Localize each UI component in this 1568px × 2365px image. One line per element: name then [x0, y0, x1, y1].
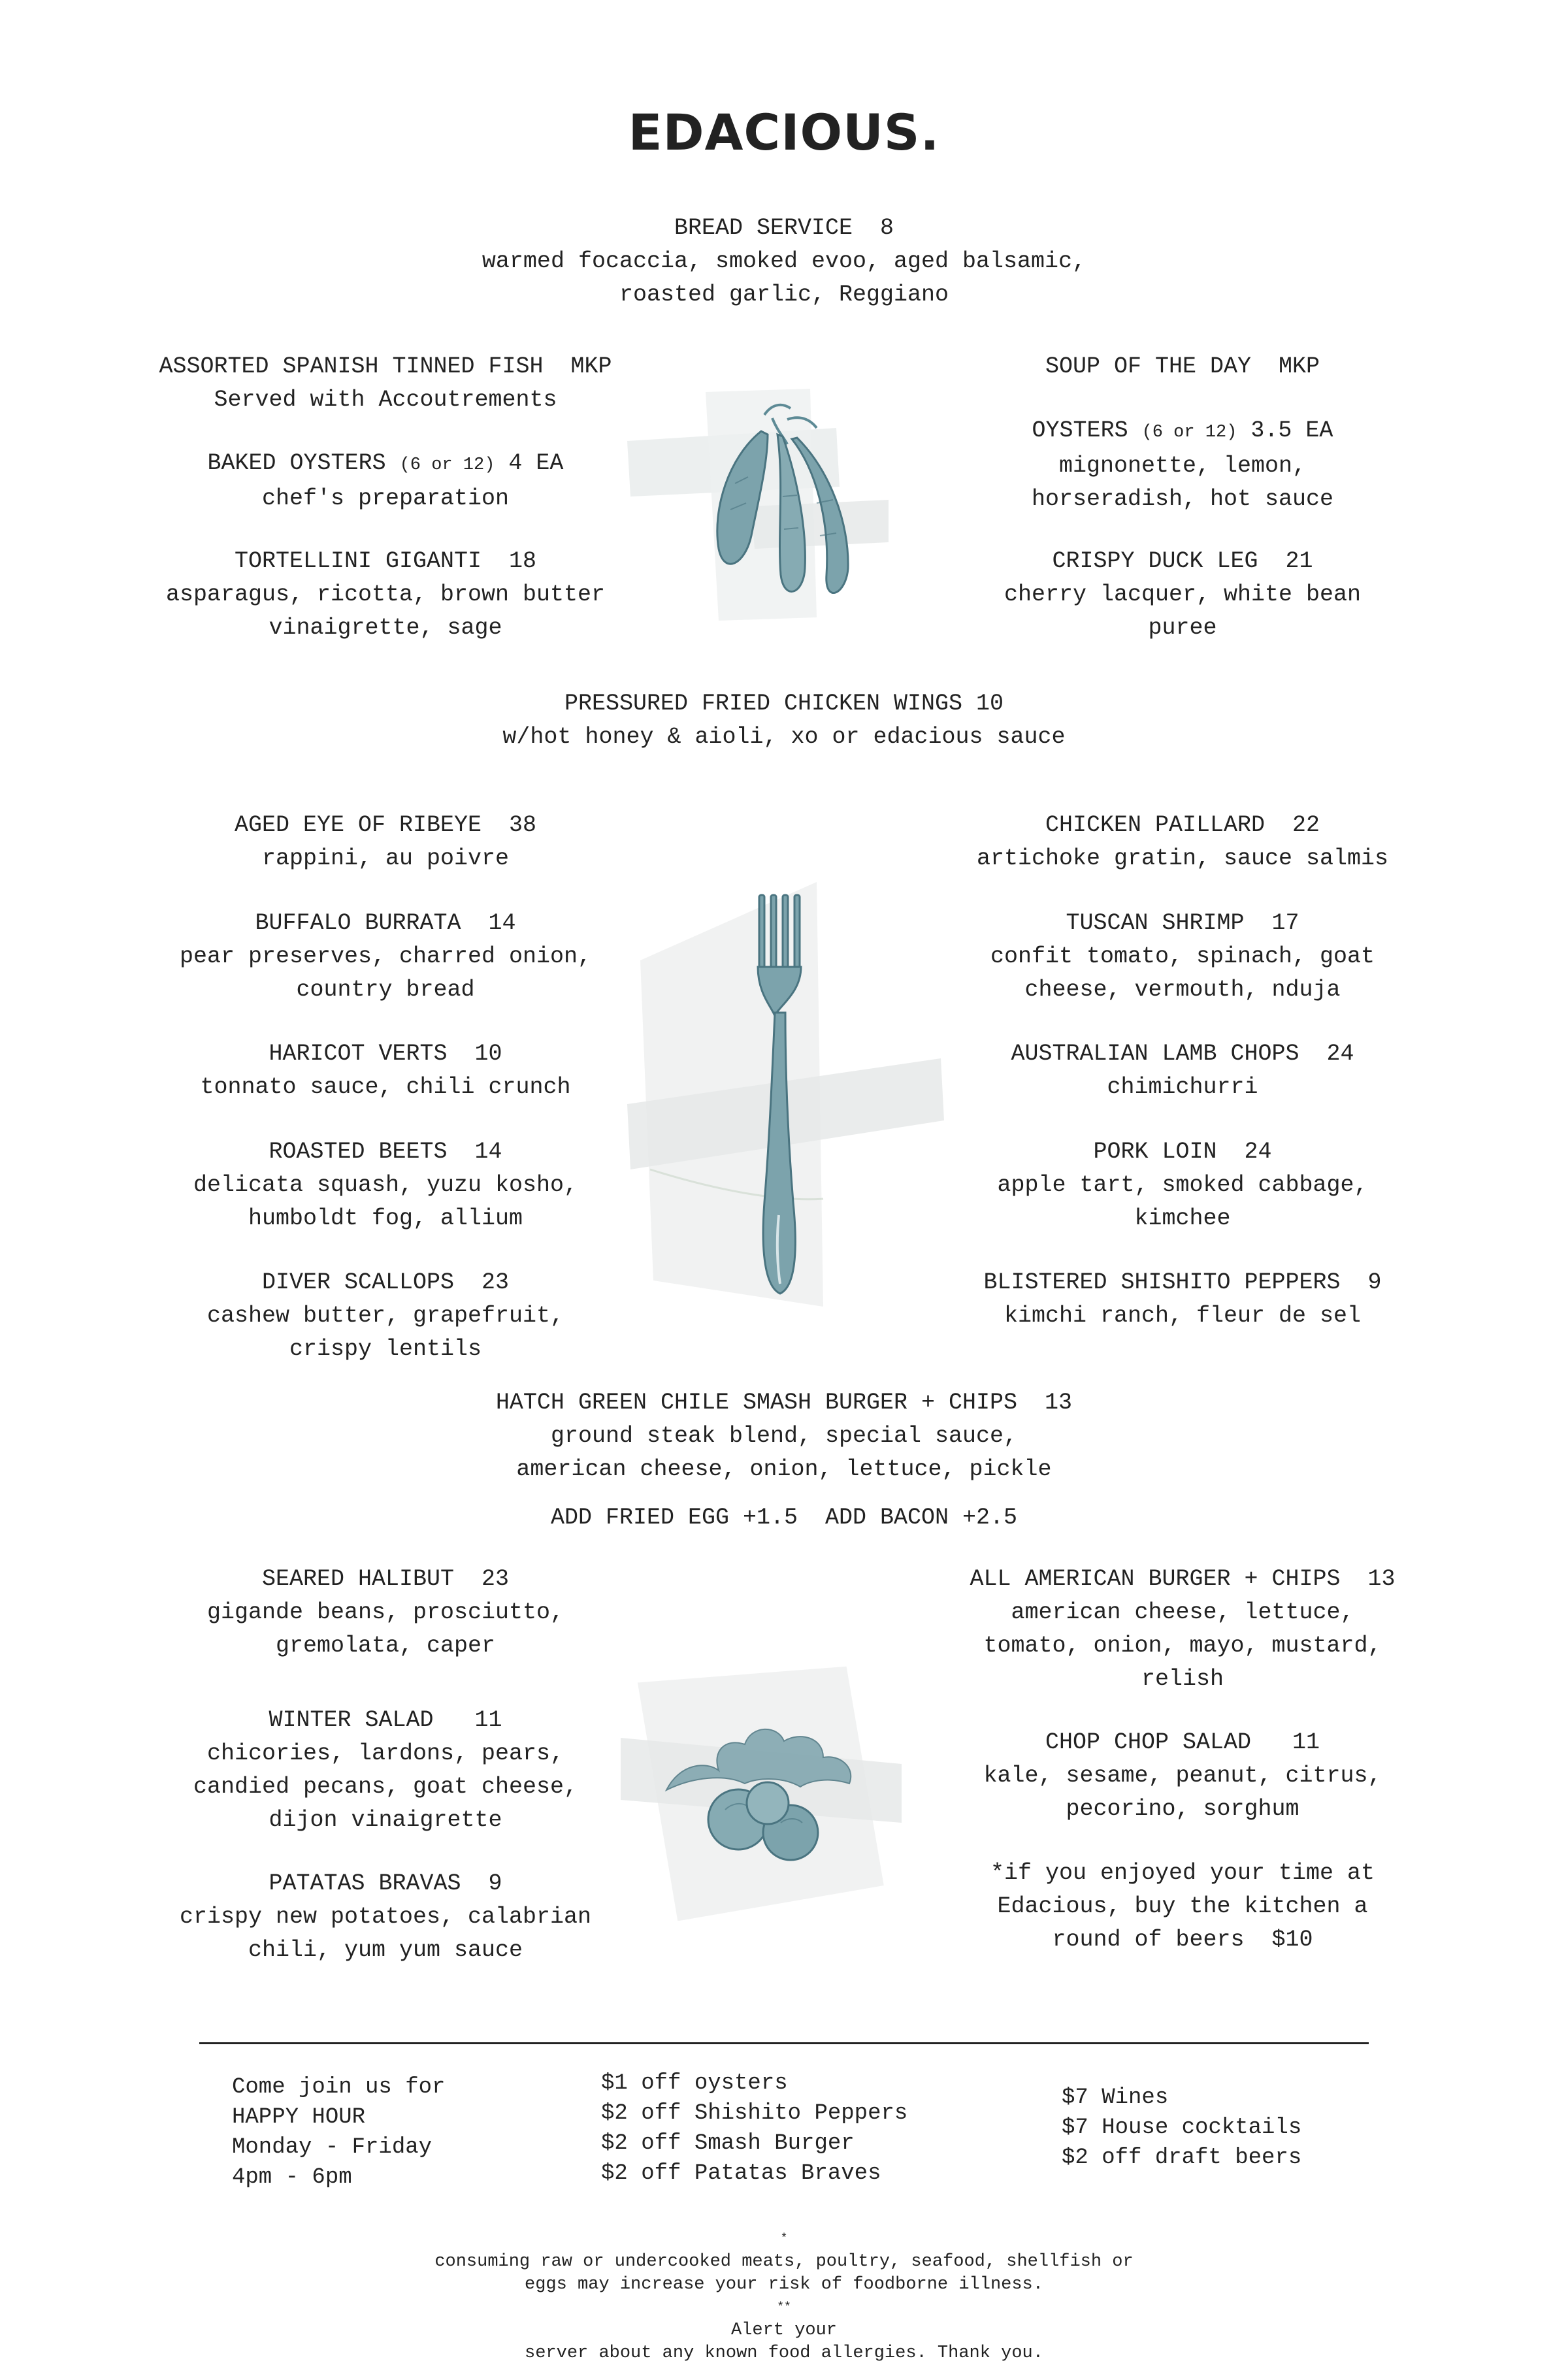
item-name-part: BAKED OYSTERS: [207, 450, 400, 476]
hh-deal: $2 off Shishito Peppers: [601, 2101, 908, 2126]
happy-hour-drink-deals: [1062, 2083, 1301, 2173]
menu-item-duck-leg: [902, 545, 1463, 645]
item-desc: candied pecans, goat cheese,: [193, 1774, 578, 1800]
item-name: TORTELLINI GIGANTI 18: [234, 548, 537, 574]
hh-deal: $2 off draft beers: [1062, 2145, 1302, 2170]
menu-item-american-burger: [902, 1563, 1463, 1696]
item-desc: kale, sesame, peanut, citrus,: [983, 1763, 1382, 1789]
item-desc: cherry lacquer, white bean: [1004, 581, 1362, 608]
item-name: BUFFALO BURRATA 14: [255, 910, 516, 936]
item-name: HATCH GREEN CHILE SMASH BURGER + CHIPS 13: [495, 1390, 1073, 1416]
item-name: BREAD SERVICE 8: [674, 215, 894, 241]
disclaimer-line: [261, 2274, 1307, 2342]
item-desc: tomato, onion, mayo, mustard,: [983, 1633, 1382, 1659]
hh-deal: $2 off Patatas Braves: [601, 2161, 881, 2186]
menu-item-baked-oysters: [105, 447, 666, 515]
item-desc: chef's preparation: [261, 485, 510, 512]
happy-hour-food-deals: [601, 2068, 907, 2189]
hh-deal: $7 Wines: [1062, 2085, 1169, 2110]
menu-item-bread-service: [327, 212, 1241, 312]
item-desc: humboldt fog, allium: [248, 1205, 523, 1231]
item-desc: pecorino, sorghum: [1066, 1796, 1299, 1822]
item-desc: vinaigrette, sage: [269, 615, 502, 641]
item-name: CHOP CHOP SALAD 11: [1045, 1729, 1320, 1755]
disclaimer-text: eggs may increase your risk of foodborne illness.: [525, 2275, 1043, 2294]
happy-hour-intro: [232, 2072, 445, 2193]
hh-line: Monday - Friday: [232, 2135, 433, 2160]
menu-item-ribeye: [105, 809, 666, 875]
menu-item-chicken-wings: [327, 687, 1241, 754]
food-safety-disclaimer: [261, 2228, 1307, 2365]
hh-deal: $7 House cocktails: [1062, 2115, 1302, 2140]
tomato-illustration-icon: [614, 1646, 915, 1921]
hh-deal: $2 off Smash Burger: [601, 2131, 855, 2156]
item-desc: ground steak blend, special sauce,: [550, 1423, 1018, 1449]
addons-text: ADD FRIED EGG +1.5 ADD BACON +2.5: [550, 1505, 1018, 1531]
menu-item-tuscan-shrimp: [902, 907, 1463, 1007]
item-desc: gigande beans, prosciutto,: [206, 1599, 564, 1625]
item-desc: tonnato sauce, chili crunch: [200, 1074, 571, 1100]
item-desc: chicories, lardons, pears,: [206, 1740, 564, 1767]
item-desc: gremolata, caper: [275, 1633, 496, 1659]
menu-item-soup: [902, 350, 1463, 383]
menu-item-scallops: [105, 1266, 666, 1366]
item-desc: horseradish, hot sauce: [1031, 486, 1334, 512]
menu-item-smash-burger: [327, 1386, 1241, 1486]
item-name: ROASTED BEETS 14: [269, 1139, 502, 1165]
disclaimer-line: server about any known food allergies. Thank you.: [525, 2343, 1043, 2363]
disclaimer-line: [261, 2228, 1307, 2274]
menu-item-chicken-paillard: [902, 809, 1463, 875]
item-desc: american cheese, onion, lettuce, pickle: [516, 1456, 1052, 1482]
item-name-price: 3.5 EA: [1237, 417, 1333, 444]
item-name: WINTER SALAD 11: [269, 1707, 502, 1733]
item-name: BLISTERED SHISHITO PEPPERS 9: [983, 1269, 1382, 1296]
footnote-mark: **: [777, 2301, 791, 2314]
menu-item-halibut: [105, 1563, 666, 1663]
item-desc: relish: [1141, 1666, 1224, 1692]
item-name: [902, 414, 1463, 449]
restaurant-name: EDACIOUS.: [628, 103, 940, 161]
pepper-illustration-icon: [621, 379, 895, 627]
menu-item-oysters: [902, 414, 1463, 516]
item-desc: delicata squash, yuzu kosho,: [193, 1172, 578, 1198]
hh-line: Come join us for: [232, 2075, 446, 2100]
item-desc: puree: [1148, 615, 1217, 641]
item-name: HARICOT VERTS 10: [269, 1041, 502, 1067]
menu-item-chop-salad: [902, 1726, 1463, 1826]
item-name: PORK LOIN 24: [1093, 1139, 1272, 1165]
item-desc: roasted garlic, Reggiano: [619, 282, 949, 308]
item-desc: cashew butter, grapefruit,: [206, 1303, 564, 1329]
item-desc: Served with Accoutrements: [214, 387, 557, 413]
hh-deal: $1 off oysters: [601, 2071, 788, 2096]
fork-illustration-icon: [614, 862, 954, 1320]
menu-item-pork-loin: [902, 1135, 1463, 1235]
item-name-size: (6 or 12): [1141, 423, 1237, 442]
item-desc: rappini, au poivre: [261, 845, 510, 872]
item-desc: asparagus, ricotta, brown butter: [165, 581, 606, 608]
item-desc: w/hot honey & aioli, xo or edacious sauce: [502, 724, 1066, 750]
item-name-price: 4 EA: [495, 450, 564, 476]
item-desc: kimchi ranch, fleur de sel: [1004, 1303, 1362, 1329]
item-name: TUSCAN SHRIMP 17: [1066, 910, 1299, 936]
item-desc: pear preserves, charred onion,: [179, 943, 592, 970]
item-desc: artichoke gratin, sauce salmis: [976, 845, 1389, 872]
item-name: DIVER SCALLOPS 23: [261, 1269, 510, 1296]
item-name: PRESSURED FRIED CHICKEN WINGS 10: [564, 691, 1004, 717]
menu-item-tinned-fish: [105, 350, 666, 417]
item-desc: crispy new potatoes, calabrian: [179, 1904, 592, 1930]
item-name: AUSTRALIAN LAMB CHOPS 24: [1011, 1041, 1354, 1067]
item-desc: kimchee: [1134, 1205, 1231, 1231]
item-desc: warmed focaccia, smoked evoo, aged balsamic,: [482, 248, 1086, 274]
item-name-size: (6 or 12): [399, 455, 495, 475]
item-name: SOUP OF THE DAY MKP: [1045, 353, 1320, 380]
item-name: AGED EYE OF RIBEYE 38: [234, 812, 537, 838]
menu-item-roasted-beets: [105, 1135, 666, 1235]
item-name: SEARED HALIBUT 23: [261, 1566, 510, 1592]
item-desc: apple tart, smoked cabbage,: [997, 1172, 1368, 1198]
item-name: CHICKEN PAILLARD 22: [1045, 812, 1320, 838]
menu-item-winter-salad: [105, 1704, 666, 1837]
hh-line: 4pm - 6pm: [232, 2165, 352, 2190]
menu-item-lamb-chops: [902, 1037, 1463, 1104]
footer-divider: [199, 2042, 1369, 2044]
item-desc: chimichurri: [1107, 1074, 1258, 1100]
menu-item-shishito-peppers: [902, 1266, 1463, 1333]
item-desc: american cheese, lettuce,: [1011, 1599, 1354, 1625]
note-line: round of beers $10: [1052, 1927, 1313, 1953]
menu-item-tortellini: [105, 545, 666, 645]
disclaimer-text: consuming raw or undercooked meats, poultry, seafood, shellfish or: [434, 2252, 1134, 2272]
footnote-mark: *: [780, 2232, 788, 2245]
item-name: ALL AMERICAN BURGER + CHIPS 13: [970, 1566, 1396, 1592]
item-desc: crispy lentils: [289, 1336, 482, 1362]
item-name: PATATAS BRAVAS 9: [269, 1870, 502, 1897]
menu-item-haricot-verts: [105, 1037, 666, 1104]
note-line: *if you enjoyed your time at: [990, 1860, 1375, 1886]
menu-item-patatas-bravas: [105, 1867, 666, 1967]
item-desc: mignonette, lemon,: [1058, 453, 1307, 479]
item-name: ASSORTED SPANISH TINNED FISH MKP: [159, 353, 612, 380]
item-name: [105, 447, 666, 482]
menu-item-burrata: [105, 907, 666, 1007]
hh-line: HAPPY HOUR: [232, 2105, 366, 2130]
item-desc: country bread: [296, 977, 475, 1003]
kitchen-beers-note: [902, 1857, 1463, 1957]
item-name: CRISPY DUCK LEG 21: [1052, 548, 1313, 574]
burger-addons: [327, 1501, 1241, 1535]
item-name-part: OYSTERS: [1032, 417, 1142, 444]
item-desc: chili, yum yum sauce: [248, 1937, 523, 1963]
item-desc: cheese, vermouth, nduja: [1024, 977, 1341, 1003]
disclaimer-text: Alert your: [730, 2321, 838, 2340]
item-desc: dijon vinaigrette: [269, 1807, 502, 1833]
item-desc: confit tomato, spinach, goat: [990, 943, 1375, 970]
note-line: Edacious, buy the kitchen a: [997, 1893, 1368, 1919]
